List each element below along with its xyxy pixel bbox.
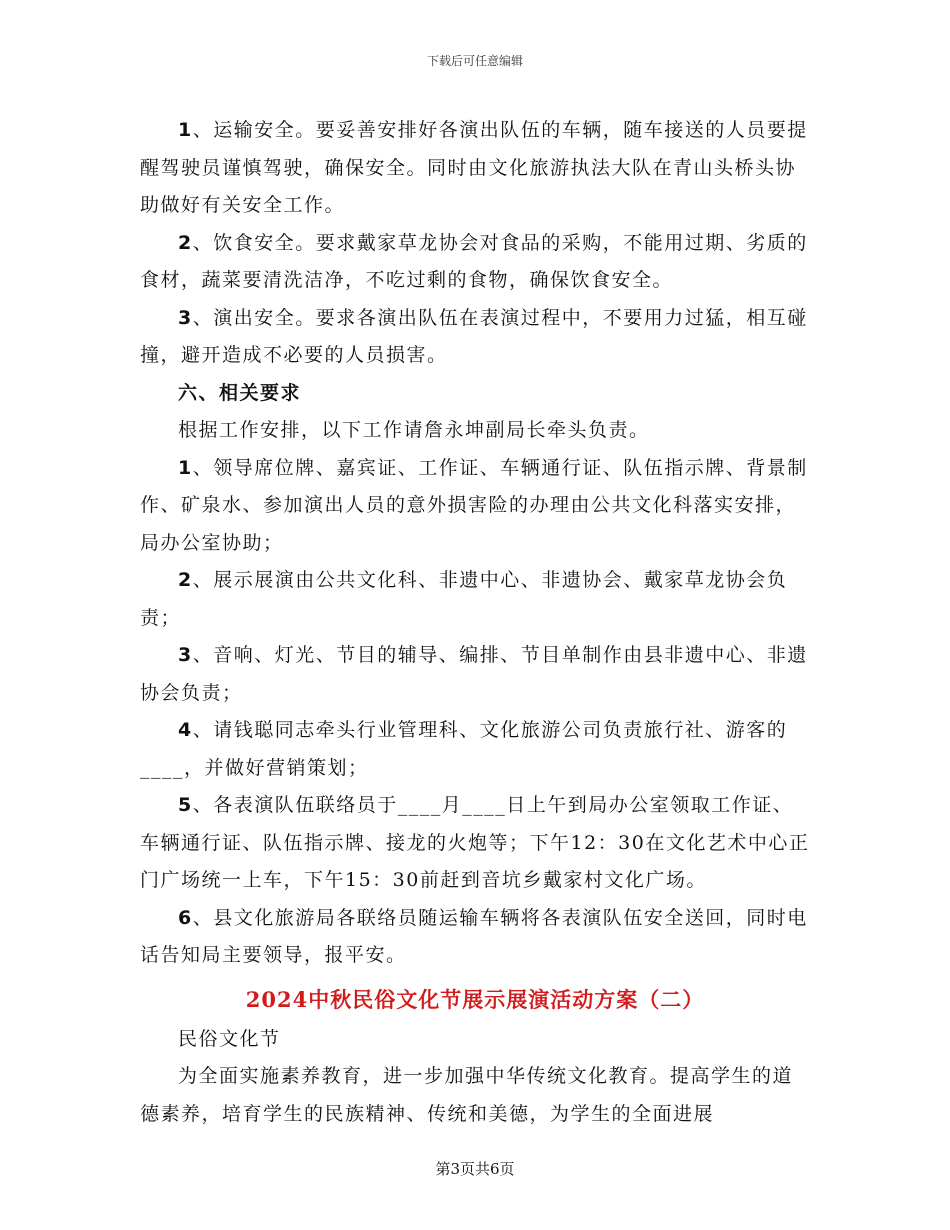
list-item-req-5 bbox=[140, 787, 810, 900]
item-number: 3 bbox=[178, 644, 193, 666]
list-item-req-4 bbox=[140, 712, 810, 787]
item-number: 1 bbox=[178, 119, 193, 141]
item-text: 、展示展演由公共文化科、非遗中心、非遗协会、戴家草龙协会负责； bbox=[140, 569, 788, 629]
item-text: 、领导席位牌、嘉宾证、工作证、车辆通行证、队伍指示牌、背景制作、矿泉水、参加演出人员的意外损害险的办理由公共文化科落实安排，局办公室协助； bbox=[140, 456, 808, 554]
item-text: 、各表演队伍联络员于____月____日上午到局办公室领取工作证、车辆通行证、队伍指示牌、接龙的火炮等；下午12：30在文化艺术中心正门广场统一上车，下午15：30前赶到音坑乡戴家村文化广场。 bbox=[140, 794, 810, 891]
item-number: 6 bbox=[178, 906, 193, 929]
item-text: 、饮食安全。要求戴家草龙协会对食品的采购，不能用过期、劣质的食材，蔬菜要清洗洁净，不吃过剩的食物，确保饮食安全。 bbox=[140, 231, 808, 291]
intro-paragraph: 根据工作安排，以下工作请詹永坤副局长牵头负责。 bbox=[178, 419, 650, 441]
closing-paragraph: 为全面实施素养教育，进一步加强中华传统文化教育。提高学生的道德素养，培育学生的民族精神、传统和美德，为学生的全面进展 bbox=[140, 1065, 794, 1125]
item-number: 2 bbox=[178, 569, 193, 591]
item-text: 、演出安全。要求各演出队伍在表演过程中，不要用力过猛，相互碰撞，避开造成不必要的人员损害。 bbox=[140, 306, 808, 366]
item-number: 3 bbox=[178, 306, 193, 329]
list-item-req-3 bbox=[140, 637, 810, 712]
item-number: 1 bbox=[178, 456, 193, 479]
section-heading: 六、相关要求 bbox=[178, 381, 302, 404]
item-number: 4 bbox=[178, 719, 193, 741]
list-item-safety-3 bbox=[140, 300, 810, 375]
list-item-safety-1 bbox=[140, 112, 810, 225]
list-item-req-1 bbox=[140, 450, 810, 563]
list-item-safety-2 bbox=[140, 225, 810, 300]
item-number: 2 bbox=[178, 231, 193, 254]
page-footer: 第3页共6页 bbox=[435, 1160, 515, 1178]
item-text: 、运输安全。要妥善安排好各演出队伍的车辆，随车接送的人员要提醒驾驶员谨慎驾驶，确保安全。同时由文化旅游执法大队在青山头桥头协助做好有关安全工作。 bbox=[140, 119, 808, 216]
page-header: 下载后可任意编辑 bbox=[426, 54, 523, 68]
subtitle: 民俗文化节 bbox=[178, 1027, 281, 1050]
item-text: 、县文化旅游局各联络员随运输车辆将各表演队伍安全送回，同时电话告知局主要领导，报平安。 bbox=[140, 906, 808, 966]
list-item-req-6 bbox=[140, 900, 810, 975]
document-title: 2024中秋民俗文化节展示展演活动方案（二） bbox=[245, 986, 705, 1012]
item-text: 、音响、灯光、节目的辅导、编排、节目单制作由县非遗中心、非遗协会负责； bbox=[140, 644, 808, 704]
list-item-req-2 bbox=[140, 562, 810, 637]
item-number: 5 bbox=[178, 794, 193, 816]
item-text: 、请钱聪同志牵头行业管理科、文化旅游公司负责旅行社、游客的____，并做好营销策划； bbox=[140, 719, 788, 779]
document-body bbox=[140, 112, 810, 1133]
